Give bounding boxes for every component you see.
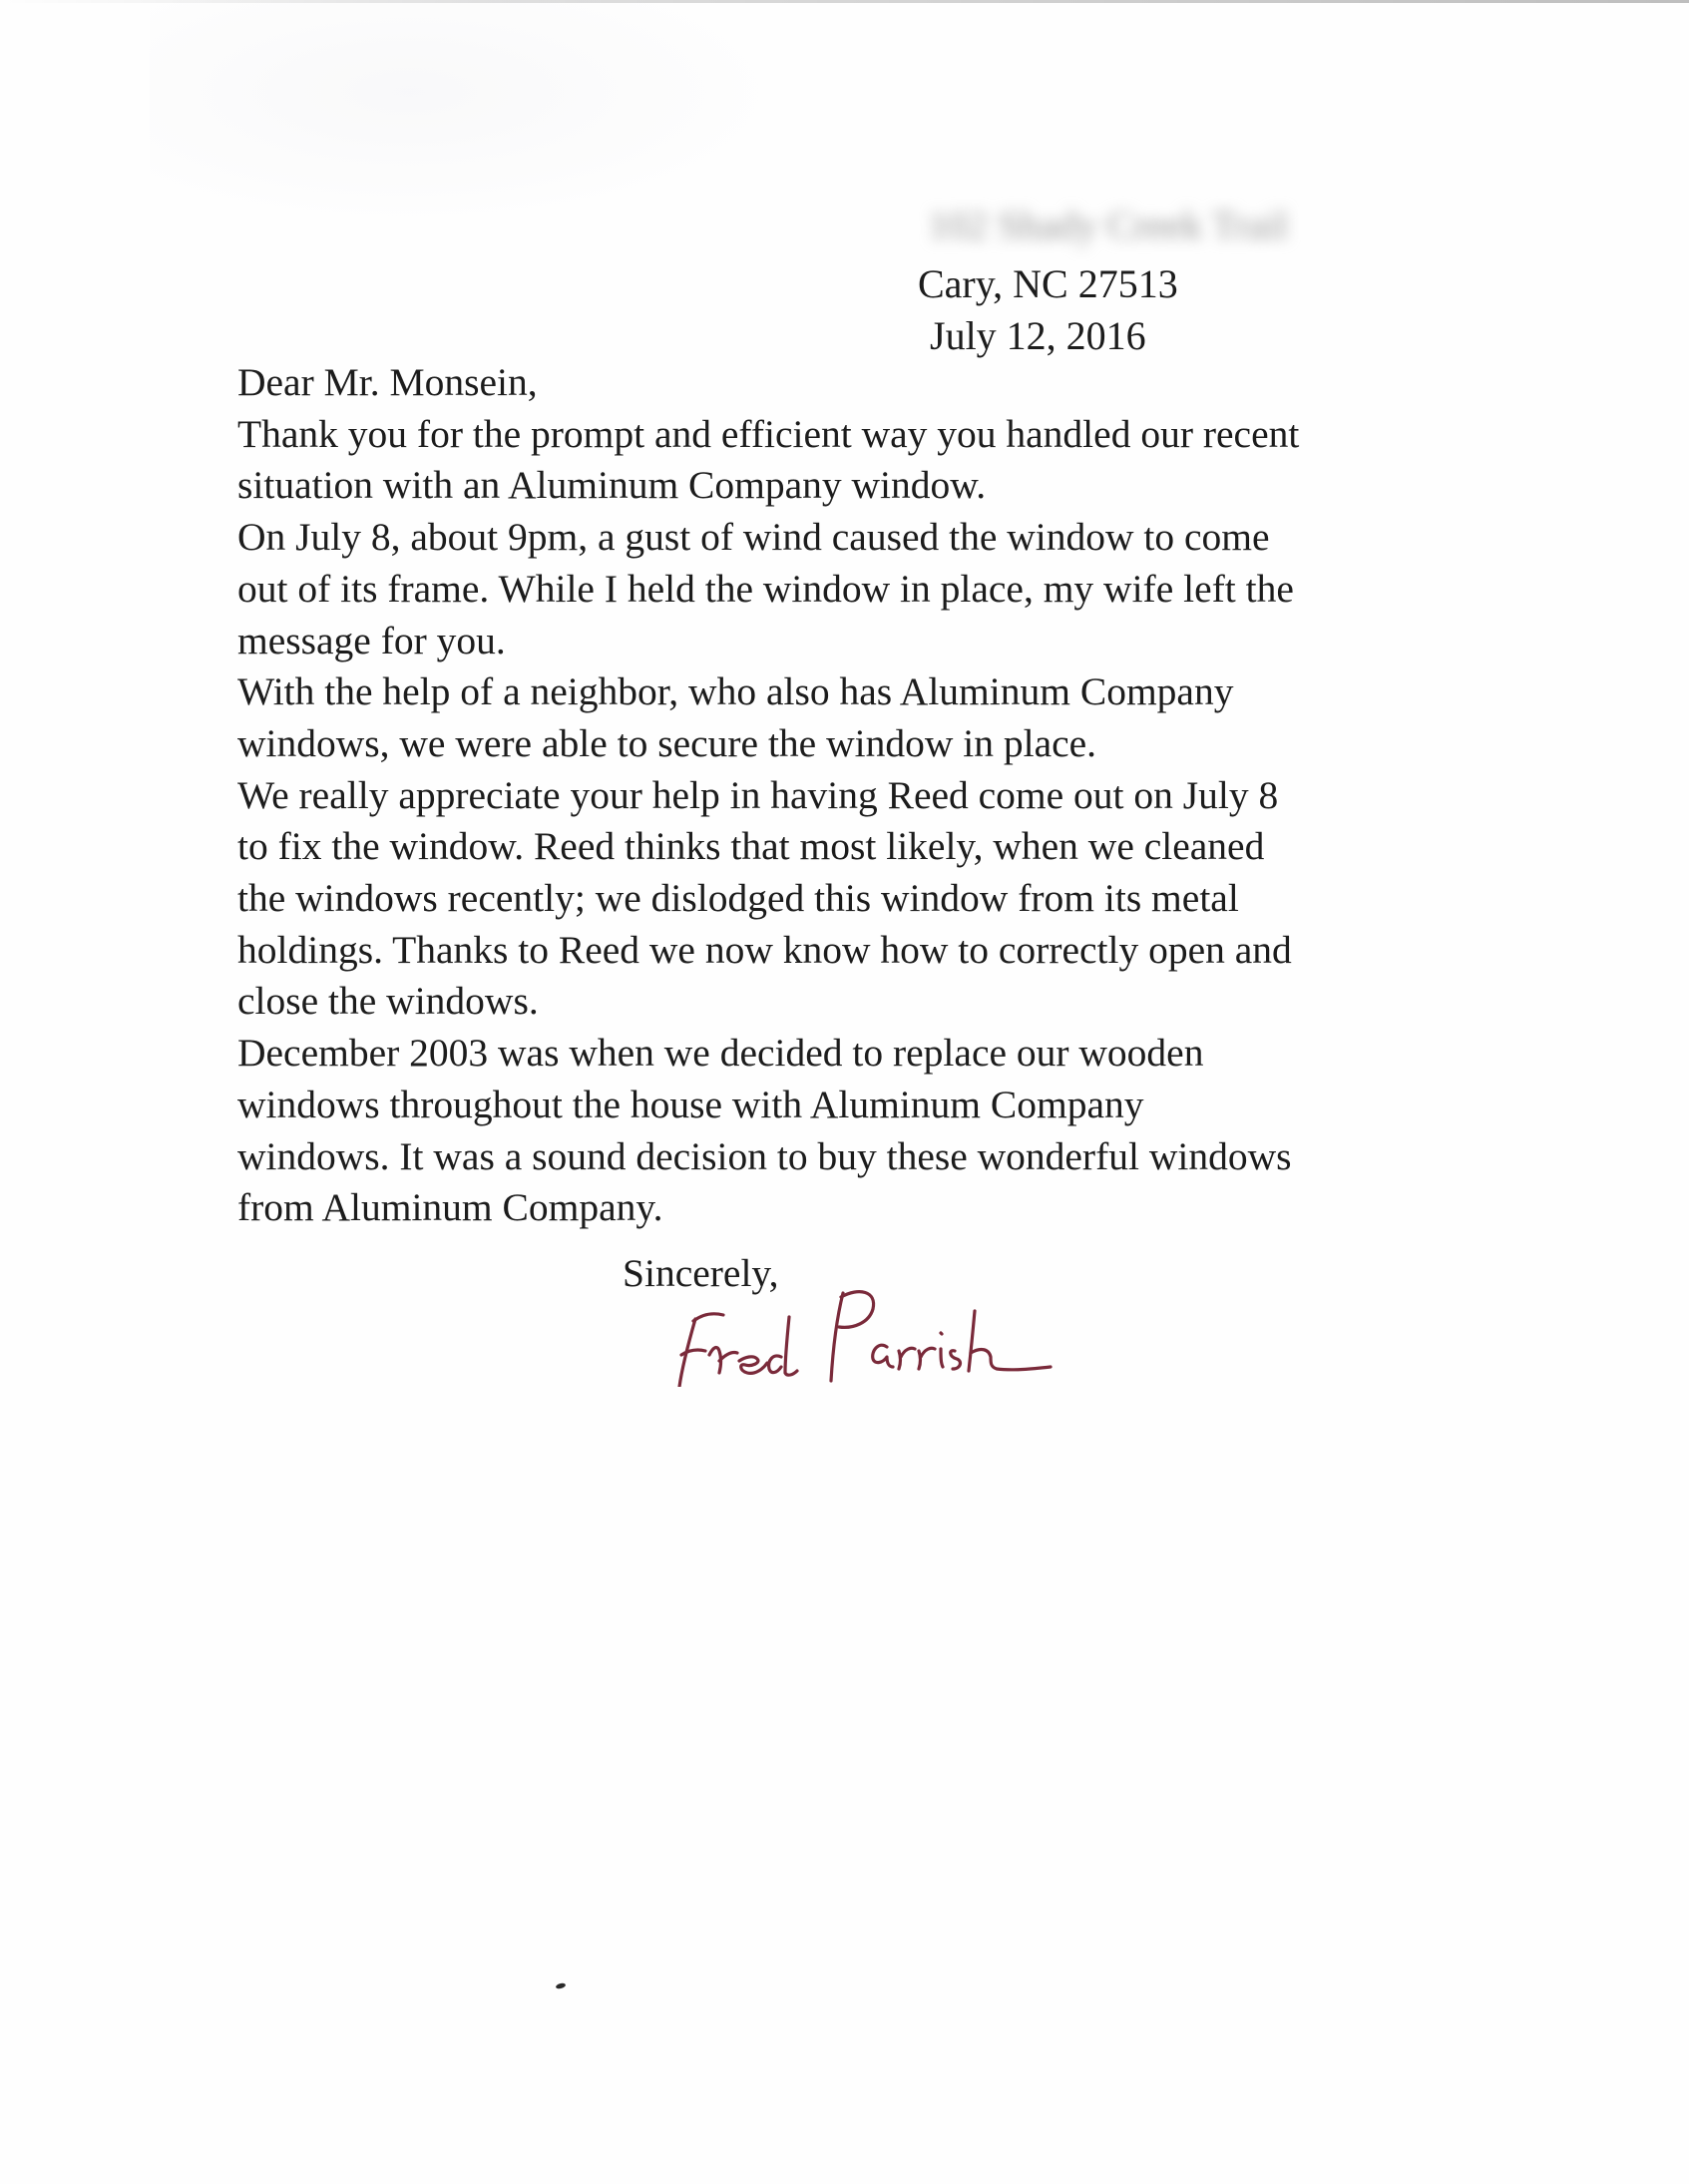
salutation: Dear Mr. Monsein, [237, 360, 538, 404]
paragraph-thanks: Thank you for the prompt and efficient way you handled our recent situation with an Aluminum Company window. [237, 411, 1300, 508]
paragraph-incident: On July 8, about 9pm, a gust of wind caused the window to come out of its frame. While I held the window in place, my wife left the message for you. [237, 515, 1294, 662]
paragraph-neighbor: With the help of a neighbor, who also has Aluminum Company windows, we were able to secure the window in place. [237, 669, 1234, 765]
letter-date: July 12, 2016 [930, 313, 1146, 358]
paragraph-repair: We really appreciate your help in having Reed come out on July 8 to fix the window. Reed thinks that most likely, when we cleaned the windows recently; we dislodged this window from its metal holdings. Thanks to Reed we now know how to correctly open and close the windows. [237, 772, 1292, 1024]
scan-bleed-through [150, 0, 798, 229]
handwritten-signature [673, 1277, 1053, 1387]
address-city: Cary, NC 27513 [918, 261, 1178, 306]
scan-speck [556, 1982, 567, 1989]
letter-body [237, 357, 1455, 1234]
address-street-redacted: 102 Shady Creek Trail [928, 203, 1289, 247]
closing: Sincerely, [623, 1251, 779, 1295]
paragraph-history: December 2003 was when we decided to replace our wooden windows throughout the house with Aluminum Company windows. It was a sound decision to buy these wonderful windows from Aluminum Company. [237, 1031, 1292, 1230]
